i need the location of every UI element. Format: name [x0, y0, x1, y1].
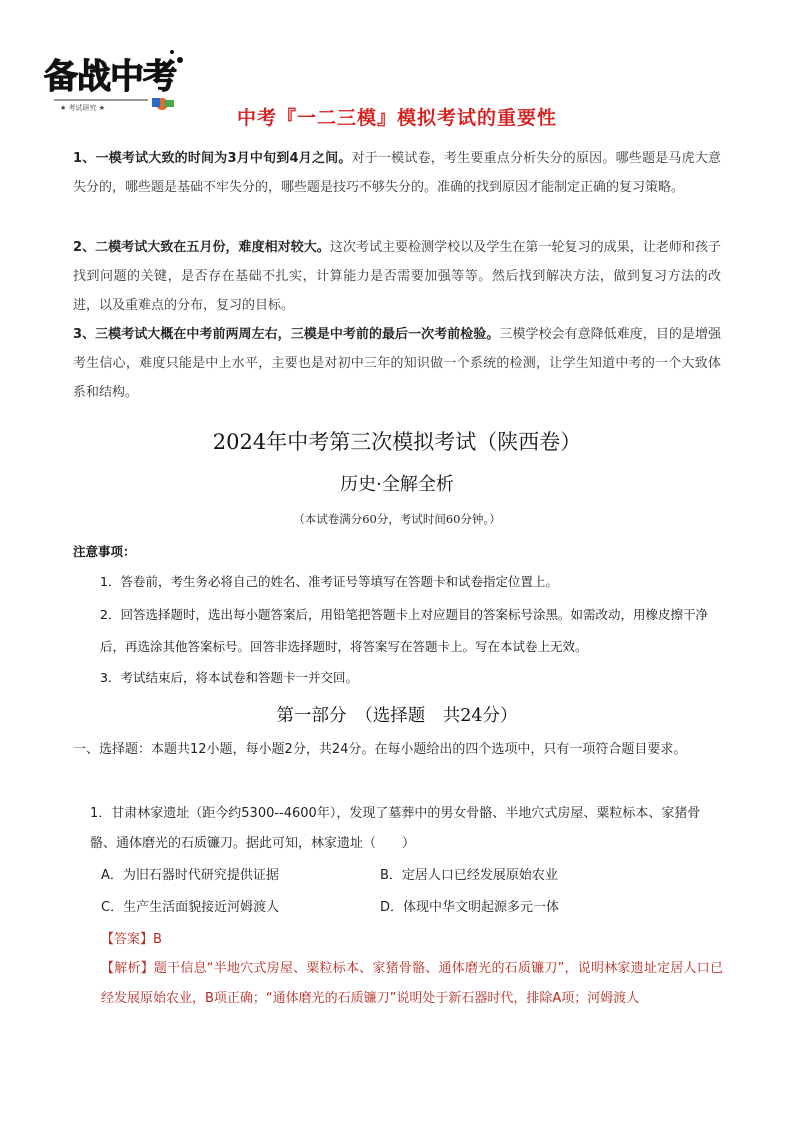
option-b: B．定居人口已经发展原始农业: [380, 868, 558, 883]
intro-paragraph-2: [73, 233, 721, 320]
intro-paragraph-2-bold: 2、二模考试大致在五月份，难度相对较大。: [73, 240, 330, 255]
exam-note: （本试卷满分60分，考试时间60分钟。）: [293, 512, 501, 526]
intro-paragraph-1-bold: 1、一模考试大致的时间为3月中旬到4月之间。: [73, 151, 352, 166]
part-title: 第一部分 （选择题 共24分）: [276, 706, 518, 726]
intro-paragraph-1: [73, 144, 721, 202]
intro-paragraph-3: [73, 320, 721, 407]
option-d: D．体现中华文明起源多元一体: [380, 900, 560, 915]
svg-text:★ 考试研究 ★: ★ 考试研究 ★: [60, 104, 106, 112]
svg-text:备战中考: 备战中考: [44, 57, 176, 97]
section-intro: 一、选择题：本题共12小题，每小题2分，共24分。在每小题给出的四个选项中，只有一项符合题目要求。: [73, 742, 687, 757]
notice-item-1: 1．答卷前，考生务必将自己的姓名、准考证号等填写在答题卡和试卷指定位置上。: [100, 574, 558, 589]
exam-subtitle: 历史·全解全析: [340, 474, 454, 495]
notice-item-2: 2．回答选择题时，选出每小题答案后，用铅笔把答题卡上对应题目的答案标号涂黑。如需改动，用橡皮擦干净后，再选涂其他答案标号。回答非选择题时，将答案写在答题卡上。写在本试卷上无效。: [100, 607, 708, 654]
intro-title: 中考『一二三模』模拟考试的重要性: [236, 107, 557, 129]
notice-heading: 注意事项：: [73, 544, 136, 559]
answer-label: 【答案】B: [101, 932, 162, 947]
analysis-text: 【解析】题干信息“半地穴式房屋、粟粒标本、家猪骨骼、通体磨光的石质镰刀”，说明林家遗址定居人口已经发展原始农业，B项正确；“通体磨光的石质镰刀”说明处于新石器时代，排除A项；河姆渡人: [101, 961, 723, 1006]
exam-title: 2024年中考第三次模拟考试（陕西卷）: [212, 430, 582, 454]
intro-paragraph-2-text: 这次考试主要检测学校以及学生在第一轮复习的成果，让老师和孩子找到问题的关键，是否存在基础不扎实，计算能力是否需要加强等等。然后找到解决方法，做到复习方法的改进，以及重难点的分布，复习的目标。: [73, 240, 721, 313]
intro-paragraph-3-text: 三模学校会有意降低难度，目的是增强考生信心，难度只能是中上水平，主要也是对初中三年的知识做一个系统的检测，让学生知道中考的一个大致体系和结构。: [73, 327, 721, 400]
option-a: A．为旧石器时代研究提供证据: [101, 868, 279, 883]
question-stem: 1．甘肃林家遗址（距今约5300--4600年），发现了墓葬中的男女骨骼、半地穴式房屋、粟粒标本、家猪骨骼、通体磨光的石质镰刀。据此可知，林家遗址（ ）: [90, 806, 701, 851]
intro-paragraph-3-bold: 3、三模考试大概在中考前两周左右，三模是中考前的最后一次考前检验。: [73, 327, 500, 342]
option-c: C．生产生活面貌接近河姆渡人: [101, 900, 280, 915]
notice-item-3: 3．考试结束后，将本试卷和答题卡一并交回。: [100, 670, 358, 685]
intro-paragraph-1-text: 对于一模试卷，考生要重点分析失分的原因。哪些题是马虎大意失分的，哪些题是基础不牢失分的，哪些题是技巧不够失分的。准确的找到原因才能制定正确的复习策略。: [73, 151, 721, 195]
